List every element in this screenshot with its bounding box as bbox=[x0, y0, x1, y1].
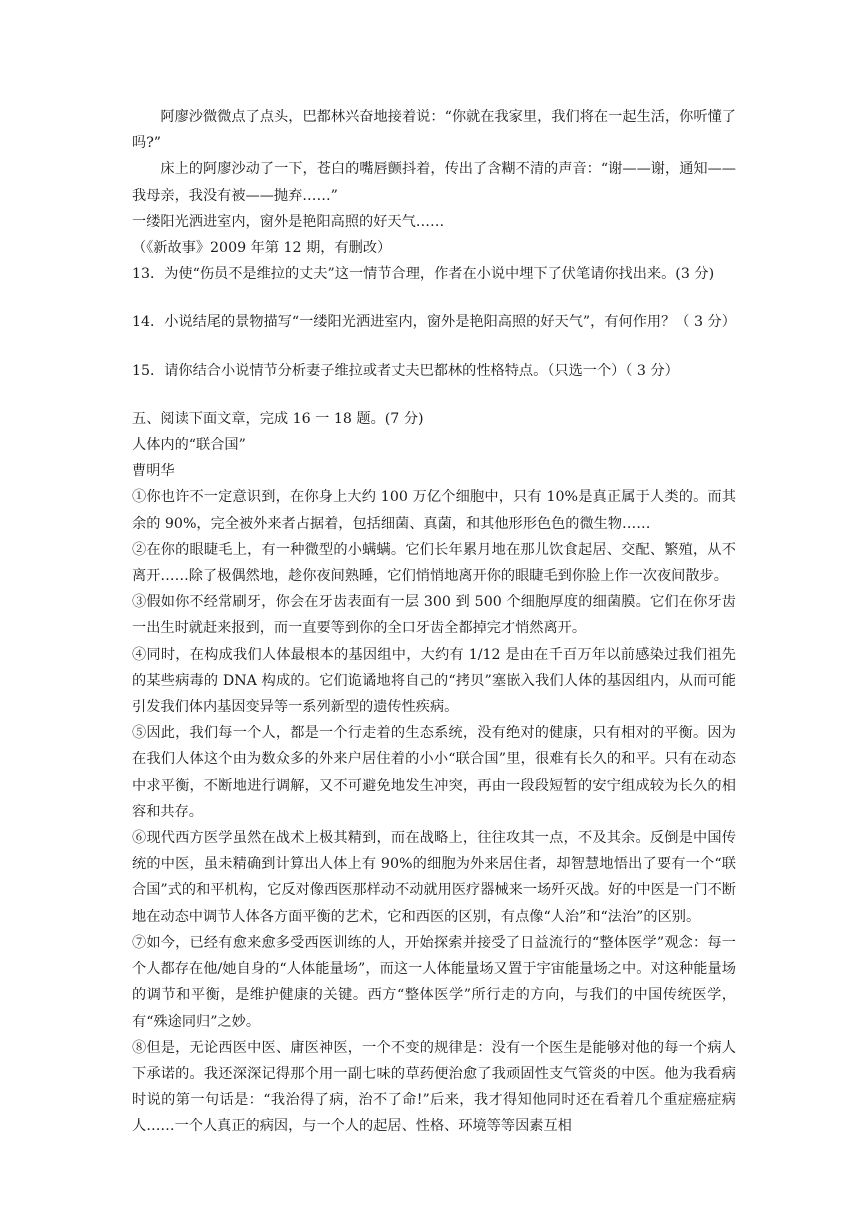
story-paragraph-3: 一缕阳光洒进室内，窗外是艳阳高照的好天气…… bbox=[132, 213, 445, 230]
story-paragraph-2: 床上的阿廖沙动了一下，苍白的嘴唇颤抖着，传出了含糊不清的声音：“谢——谢，通知——我母亲，我没有被——抛弃……” bbox=[132, 161, 736, 204]
question-14: 14．小说结尾的景物描写“一缕阳光洒进室内，窗外是艳阳高照的好天气”，有何作用？（ 3 分） bbox=[132, 314, 736, 331]
section-heading: 五、阅读下面文章，完成 16 一 18 题。(7 分) bbox=[132, 410, 424, 427]
document-body bbox=[132, 104, 736, 1140]
story-source: （《新故事》2009 年第 12 期，有删改） bbox=[132, 240, 392, 257]
article-paragraph: ⑥现代西方医学虽然在战术上极其精到，而在战略上，往往攻其一点，不及其余。反倒是中国传统的中医，虽未精确到计算出人体上有 90%的细胞为外来居住者，却智慧地悟出了要有一个“联合国”式的和平机构，它反对像西医那样动不动就用医疗器械来一场歼灭战。好的中医是一门不断地在动态中调节人体各方面平衡的艺术，它和西医的区别，有点像“人治”和“法治”的区别。 bbox=[132, 830, 736, 925]
answer-space bbox=[132, 336, 736, 358]
question-13: 13．为使“伤员不是维拉的丈夫”这一情节合理，作者在小说中埋下了伏笔请你找出来。(3 分) bbox=[132, 266, 715, 283]
article-paragraph: ②在你的眼睫毛上，有一种微型的小螨螨。它们长年累月地在那儿饮食起居、交配、繁殖，从不离开……除了极偶然地，趁你夜间熟睡，它们悄悄地离开你的眼睫毛到你脸上作一次夜间散步。 bbox=[132, 541, 736, 585]
article-paragraph: ①你也许不一定意识到，在你身上大约 100 万亿个细胞中，只有 10%是真正属于人类的。而其余的 90%，完全被外来者占据着，包括细菌、真菌，和其他形形色色的微生物…… bbox=[132, 489, 736, 532]
article-author: 曹明华 bbox=[132, 463, 175, 480]
story-paragraph-1: 阿廖沙微微点了点头，巴都林兴奋地接着说：“你就在我家里，我们将在一起生活，你听懂了吗?” bbox=[132, 109, 736, 152]
article-paragraph: ④同时，在构成我们人体最根本的基因组中，大约有 1/12 是由在千百万年以前感染过我们祖先的某些病毒的 DNA 构成的。它们诡谲地将自己的“拷贝”塞嵌入我们人体的基因组内，从而可能引发我们体内基因变异等一系列新型的遗传性疾病。 bbox=[132, 646, 736, 716]
article-paragraph: ③假如你不经常刷牙，你会在牙齿表面有一层 300 到 500 个细胞厚度的细菌膜。它们在你牙齿一出生时就赶来报到，而一直要等到你的全口牙齿全都掉完才悄然离开。 bbox=[132, 594, 736, 637]
article-paragraph: ⑦如今，已经有愈来愈多受西医训练的人，开始探索并接受了日益流行的“整体医学”观念：每一个人都存在他/她自身的“人体能量场”，而这一人体能量场又置于宇宙能量场之中。对这种能量场的调节和平衡，是维护健康的关键。西方“整体医学”所行走的方向，与我们的中国传统医学，有“殊途同归”之妙。 bbox=[132, 934, 736, 1030]
article-paragraph: ⑧但是，无论西医中医、庸医神医，一个不变的规律是：没有一个医生是能够对他的每一个病人下承诺的。我还深深记得那个用一副七味的草药便治愈了我顽固性支气管炎的中医。他为我看病时说的第一句话是：“我治得了病，治不了命!”后来，我才得知他同时还在看着几个重症癌症病人……一个人真正的病因，与一个人的起居、性格、环境等等因素互相 bbox=[132, 1039, 736, 1135]
answer-space bbox=[132, 384, 736, 406]
answer-space bbox=[132, 287, 736, 309]
article-title: 人体内的“联合国” bbox=[132, 437, 246, 454]
article-paragraph: ⑤因此，我们每一个人，都是一个行走着的生态系统，没有绝对的健康，只有相对的平衡。因为在我们人体这个由为数众多的外来户居住着的小小“联合国”里，很难有长久的和平。只有在动态中求平衡，不断地进行调解，又不可避免地发生冲突，再由一段段短暂的安宁组成较为长久的相容和共存。 bbox=[132, 725, 736, 820]
question-15: 15．请你结合小说情节分析妻子维拉或者丈夫巴都林的性格特点。（只选一个）（ 3 分） bbox=[132, 362, 679, 379]
